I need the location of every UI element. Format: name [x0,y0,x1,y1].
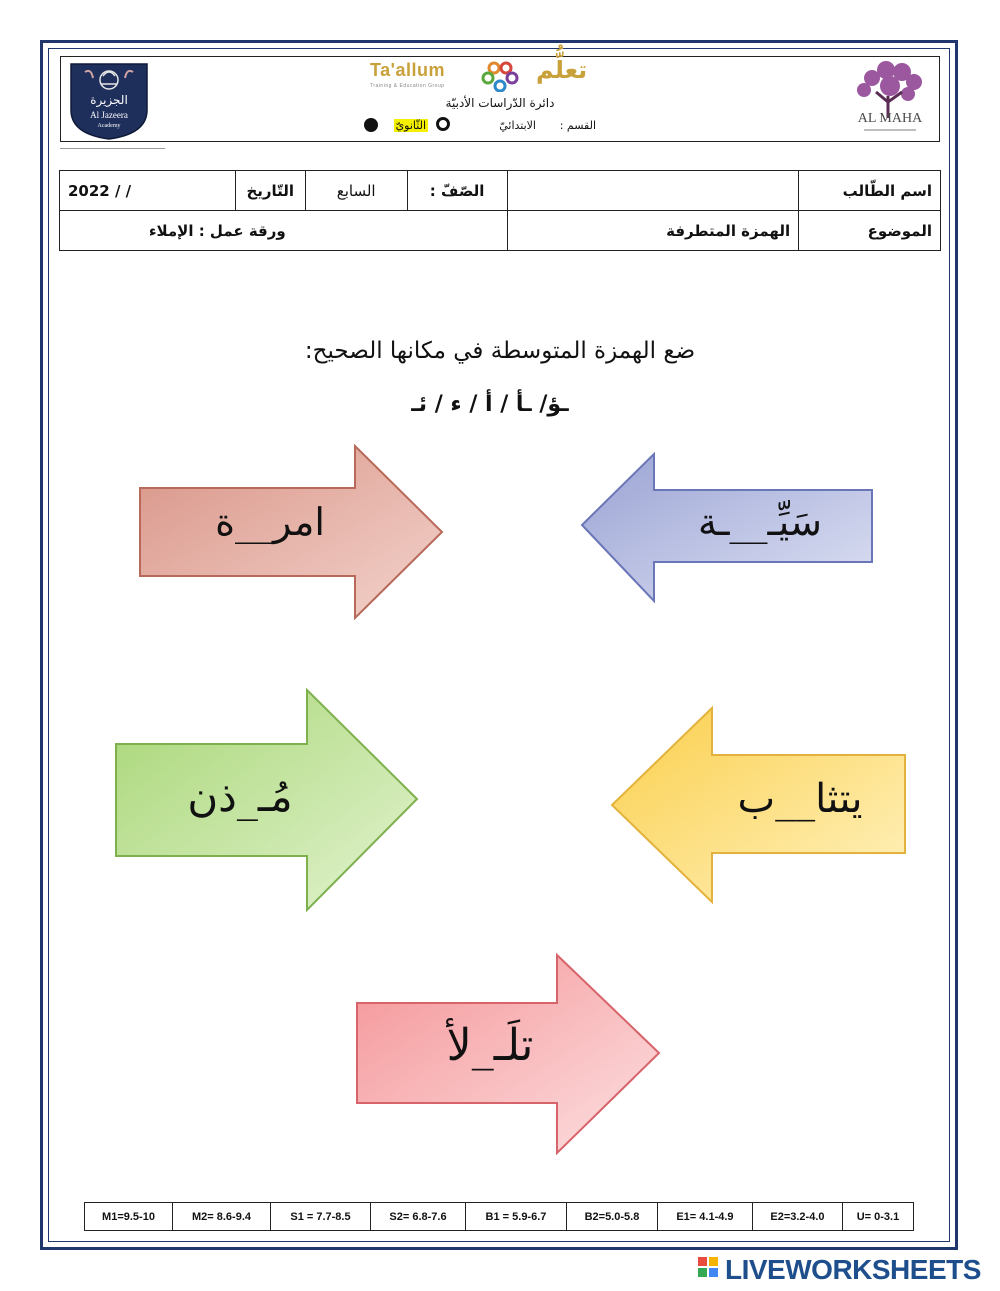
section-secondary-label: الثّانويّ [395,119,426,132]
grade-cell: E1= 4.1-4.9 [657,1203,752,1231]
brand-tagline: Training & Education Group [370,83,445,89]
grade-cell: M2= 8.6-9.4 [173,1203,271,1231]
arrow-3-word[interactable]: مُـ_ذن [187,772,293,821]
grade-cell: U= 0-3.1 [842,1203,913,1231]
grade-value: السابع [305,171,407,211]
logo-left-en: Al Jazeera [90,110,128,120]
worksheet-title: ورقة عمل : الإملاء [60,211,508,251]
date-field[interactable]: 2022 / / [60,171,236,211]
section-label: القسم : [559,119,596,132]
table-row [85,1203,914,1231]
grade-cell: S2= 6.8-7.6 [370,1203,465,1231]
grade-cell: E2=3.2-4.0 [752,1203,842,1231]
hamza-choices: ـؤ/ ـأ / أ / ء / ئـ [411,392,569,417]
arrow-1-word[interactable]: امر__ة [215,500,325,544]
grade-scale-table [84,1202,914,1231]
grade-cell: B1 = 5.9-6.7 [465,1203,566,1231]
grade-cell: B2=5.0-5.8 [566,1203,657,1231]
department-title: دائرة الدّراسات الأدبيّة [445,96,555,110]
grade-cell: S1 = 7.7-8.5 [270,1203,370,1231]
brand-name-en: Ta'allum [370,60,445,80]
arrow-5-word[interactable]: تلَـ_لأ [446,1020,534,1071]
date-label: التّاريخ [235,171,305,211]
grade-label: الصّفّ : [407,171,507,211]
arrow-4-word[interactable]: يتثا__ب [737,776,863,822]
logo-left-sub: Academy [97,123,121,129]
brand-name-ar: تعلُّم [536,56,588,84]
subject-value: الهمزة المتطرفة [507,211,799,251]
grade-cell: M1=9.5-10 [85,1203,173,1231]
logo-left-name: الجزيرة [90,93,128,107]
arrow-2-word[interactable]: سَيِّـ__ـة [698,500,822,544]
instruction-text: ضع الهمزة المتوسطة في مكانها الصحيح: [304,338,696,364]
footer-brand-name: LIVEWORKSHEETS [725,1254,981,1285]
logo-right-name: AL MAHA [857,111,923,126]
student-name-label: اسم الطّالب [799,171,941,211]
section-primary-label: الابتدائيّ [499,119,536,132]
subject-label: الموضوع [799,211,941,251]
